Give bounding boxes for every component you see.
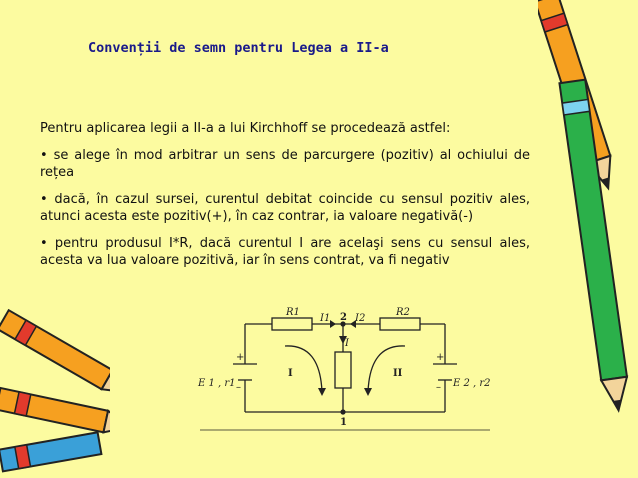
e2-plus: + [436,352,445,363]
circuit-diagram [190,304,500,434]
label-e1: E 1 , r1 [198,378,236,389]
pencils-bottom-left-icon [0,300,110,478]
loop-label-right: II [393,368,403,379]
resistor-middle [335,352,351,388]
label-e2: E 2 , r2 [453,378,491,389]
slide-title: Convenții de semn pentru Legea a II-a [88,40,389,56]
e1-plus: + [236,352,245,363]
loop-label-left: I [288,368,293,379]
resistor-r1 [272,318,312,330]
paragraph-bullet-2: • dacă, în cazul sursei, curentul debitat coincide cu sensul pozitiv ales, atunci acesta este pozitiv(+), în caz contrar, ia valoare negativă(-) [40,192,530,224]
node-1: 1 [340,417,347,428]
label-i2: I2 [355,313,366,324]
e1-minus: – [236,382,241,393]
label-r2: R2 [396,307,410,318]
paragraph-bullet-1: • se alege în mod arbitrar un sens de parcurgere (pozitiv) al ochiului de rețea [40,148,530,180]
slide-body [40,120,530,279]
e2-minus: – [436,382,441,393]
paragraph-bullet-3: • pentru produsul I*R, dacă curentul I are acelaşi sens cu sensul ales, acesta va lua valoare pozitivă, iar în sens contrat, va fi negativ [40,236,530,268]
label-i1: I1 [320,313,331,324]
pencils-top-right-icon [538,0,638,478]
label-r1: R1 [286,307,300,318]
resistor-r2 [380,318,420,330]
label-i: I [345,338,349,349]
paragraph-intro: Pentru aplicarea legii a II-a a lui Kirchhoff se procedează astfel: [40,121,451,136]
node-2: 2 [340,312,347,323]
